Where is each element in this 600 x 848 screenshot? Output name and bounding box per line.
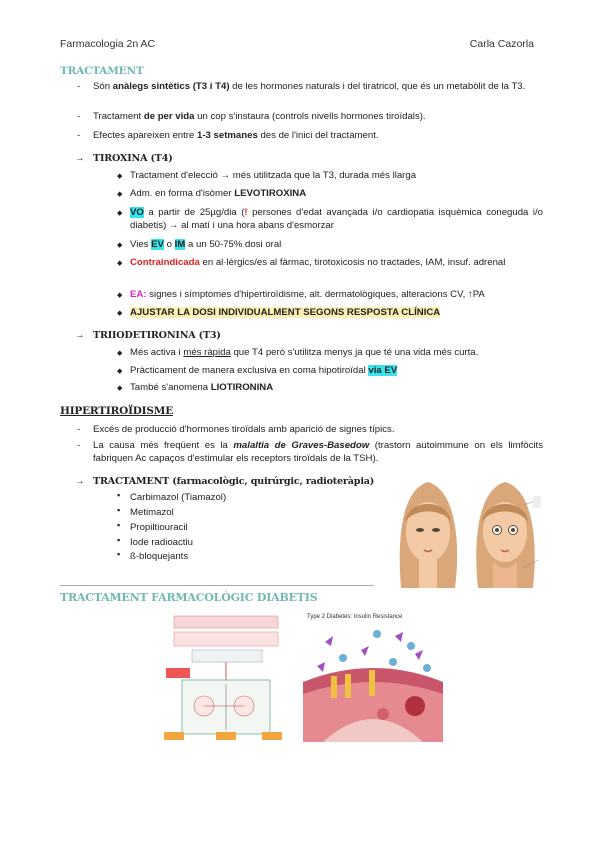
triiodo-bullet-1: Més activa i més ràpida que T4 però s'utilitza menys ja que té una vida més curta. <box>130 347 479 358</box>
square-bullet-icon: ▪ <box>117 535 121 545</box>
tractament-item-2: - Tractament de per vida un cop s'instaura (controls nivells hormones tiroïdals). <box>93 110 543 123</box>
course-title: Farmacologia 2n AC <box>60 38 156 50</box>
hiper-list-item: Carbimazol (Tiamazol) <box>130 492 227 503</box>
diagram-title: Type 2 Diabetes: Insulin Resistance <box>307 614 403 620</box>
arrow-icon: → <box>75 330 85 341</box>
hiper-item-1: - Excés de producció d'hormones tiroïdals amb aparició de signes típics. <box>93 423 543 436</box>
insulin-resistance-diagram <box>303 610 443 742</box>
square-bullet-icon: ▪ <box>117 549 121 559</box>
arrow-icon: → <box>75 476 85 487</box>
author-name: Carla Cazorla <box>469 38 534 50</box>
square-bullet-icon: ▪ <box>117 505 121 515</box>
section-title-hipertiroidisme: HIPERTIROÏDISME <box>60 405 174 417</box>
triiodo-bullet-2: Pràcticament de manera exclusiva en coma hipotiroïdal via EV <box>130 365 398 376</box>
tiroxina-bullet-7: AJUSTAR LA DOSI INDIVIDUALMENT SEGONS RESPOSTA CLÍNICA <box>130 307 441 318</box>
subsection-title-tiroxina: TIROXINA (T4) <box>93 153 173 164</box>
section-title-diabetis: TRACTAMENT FARMACOLÒGIC DIABETIS <box>60 591 318 604</box>
hiper-list-item: Propiltiouracil <box>130 522 188 533</box>
diamond-bullet-icon: ◆ <box>117 210 123 217</box>
tiroxina-bullet-2: Adm. en forma d'isòmer LEVOTIROXINA <box>130 188 307 199</box>
triiodo-bullet-3: També s'anomena LIOTIRONINA <box>130 382 274 393</box>
diamond-bullet-icon: ◆ <box>117 242 123 249</box>
tractament-item-3: - Efectes apareixen entre 1-3 setmanes des de l'inici del tractament. <box>93 129 543 142</box>
subsection-title-hiper-tractament: TRACTAMENT (farmacològic, quirúrgic, radioteràpia) <box>93 476 375 487</box>
diamond-bullet-icon: ◆ <box>117 368 123 375</box>
tiroxina-bullet-3: VO a partir de 25µg/dia (! persones d'edat avançada i/o cardiopatia isquèmica coneguda i/o diabetis) → al matí i una hora abans d'esmorzar <box>130 207 543 231</box>
face-exophthalmos-icon <box>476 482 541 588</box>
tiroxina-bullet-6: EA: signes i símptomes d'hipertiroïdisme, alt. dermatològiques, alteracions CV, ↑PA <box>130 289 485 300</box>
square-bullet-icon: ▪ <box>117 520 121 530</box>
tiroxina-bullet-1: Tractament d'elecció → més utilitzada que la T3, durada més llarga <box>130 170 417 181</box>
insulin-action-diagram <box>160 612 292 742</box>
face-normal-icon <box>400 482 457 588</box>
hiper-item-2: - La causa més freqüent es la malaltia de Graves-Basedow (trastorn autoimmune on els limfòcits fabriquen Ac capaços d'estimular els receptors tiroïdals de la TSH). <box>93 439 543 465</box>
tiroxina-bullet-4: Vies EV o IM a un 50-75% dosi oral <box>130 239 282 250</box>
divider <box>60 585 374 586</box>
diamond-bullet-icon: ◆ <box>117 260 123 267</box>
warning-icon: ! <box>244 207 248 218</box>
square-bullet-icon: ▪ <box>117 490 121 500</box>
hiper-list-item: Iode radioactiu <box>130 537 193 548</box>
arrow-icon: → <box>75 153 85 164</box>
diamond-bullet-icon: ◆ <box>117 191 123 198</box>
diamond-bullet-icon: ◆ <box>117 350 123 357</box>
tiroxina-bullet-5: Contraindicada en al·lèrgics/es al fàrmac, tirotoxicosis no tractades, IAM, insuf. adrenal <box>130 257 506 268</box>
diamond-bullet-icon: ◆ <box>117 310 123 317</box>
subsection-title-triiodetironina: TRIIODETIRONINA (T3) <box>93 330 221 341</box>
tractament-item-1: - Són anàlegs sintètics (T3 i T4) de les hormones naturals i del tiratricol, que és un metabòlit de la T3. <box>93 80 543 93</box>
graves-disease-faces-illustration <box>383 470 541 588</box>
diamond-bullet-icon: ◆ <box>117 292 123 299</box>
hiper-list-item: Metimazol <box>130 507 174 518</box>
section-title-tractament: TRACTAMENT <box>60 65 144 77</box>
diamond-bullet-icon: ◆ <box>117 385 123 392</box>
hiper-list-item: ß-bloquejants <box>130 551 189 562</box>
diamond-bullet-icon: ◆ <box>117 173 123 180</box>
